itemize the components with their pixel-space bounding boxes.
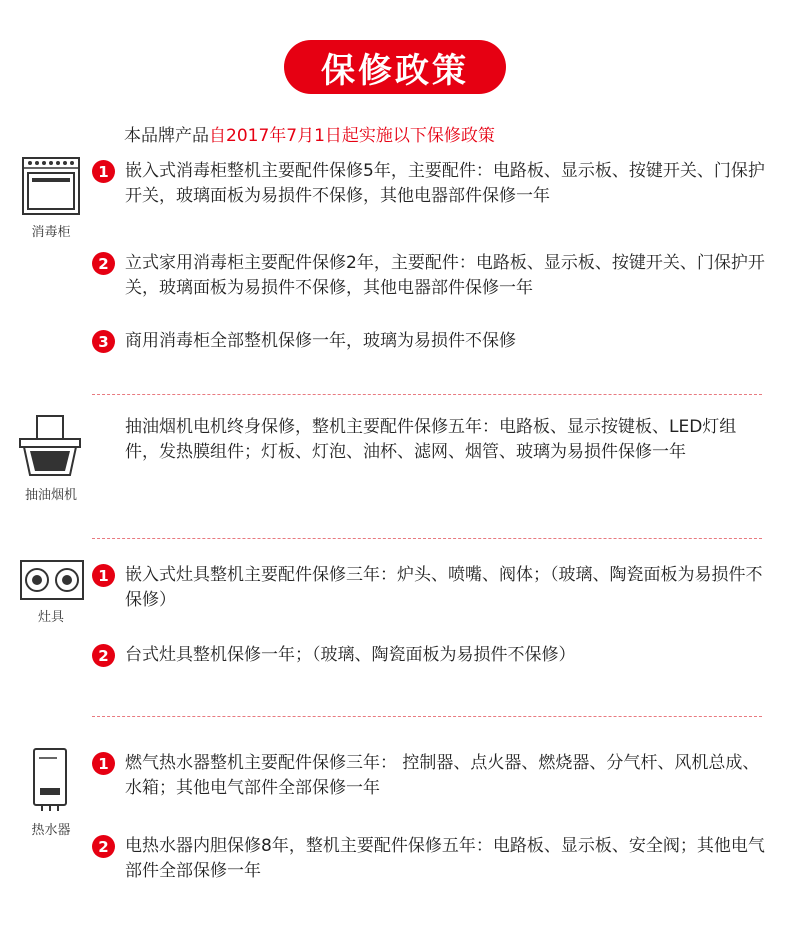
range-hood-icon (18, 413, 82, 477)
product-label-range-hood: 抽油烟机 (24, 488, 77, 503)
sterilizer-cabinet-icon (22, 157, 80, 215)
item-text: 商用消毒柜全部整机保修一年，玻璃为易损件不保修 (125, 331, 516, 351)
item-text: 抽油烟机电机终身保修，整机主要配件保修五年：电路板、显示按键板、LED灯组件，发热膜组件；灯板、灯泡、油杯、滤网、烟管、玻璃为易损件保修一年 (125, 417, 737, 462)
intro-line (124, 121, 495, 146)
intro-highlight: 自2017年7月1日起实施以下保修政策 (209, 126, 495, 146)
product-label-water-heater: 热水器 (31, 823, 71, 838)
item-text: 立式家用消毒柜主要配件保修2年，主要配件：电路板、显示板、按键开关、门保护开关，玻璃面板为易损件不保修，其他电器部件保修一年 (125, 253, 765, 298)
item-number-badge: 1 (92, 160, 115, 183)
item-number-badge: 2 (92, 835, 115, 858)
item-text: 嵌入式消毒柜整机主要配件保修5年，主要配件：电路板、显示板、按键开关、门保护开关，玻璃面板为易损件不保修，其他电器部件保修一年 (125, 161, 765, 206)
gas-stove-icon (20, 560, 84, 600)
product-label-sterilizer: 消毒柜 (31, 225, 71, 240)
section-divider (92, 538, 762, 539)
section-divider (92, 394, 762, 395)
item-text: 嵌入式灶具整机主要配件保修三年：炉头、喷嘴、阀体；（玻璃、陶瓷面板为易损件不保修） (125, 565, 763, 610)
item-number-badge: 3 (92, 330, 115, 353)
item-number-badge: 1 (92, 752, 115, 775)
water-heater-icon (33, 748, 67, 812)
intro-prefix: 本品牌产品 (124, 126, 209, 146)
item-number-badge: 2 (92, 644, 115, 667)
item-number-badge: 2 (92, 252, 115, 275)
item-number-badge: 1 (92, 564, 115, 587)
item-text: 燃气热水器整机主要配件保修三年： 控制器、点火器、燃烧器、分气杆、风机总成、水箱；其他电气部件全部保修一年 (125, 753, 760, 798)
section-divider (92, 716, 762, 717)
item-text: 台式灶具整机保修一年；（玻璃、陶瓷面板为易损件不保修） (125, 645, 576, 665)
product-label-stove: 灶具 (37, 610, 64, 625)
page-title: 保修政策 (284, 40, 506, 94)
item-text: 电热水器内胆保修8年，整机主要配件保修五年：电路板、显示板、安全阀；其他电气部件全部保修一年 (125, 836, 765, 881)
